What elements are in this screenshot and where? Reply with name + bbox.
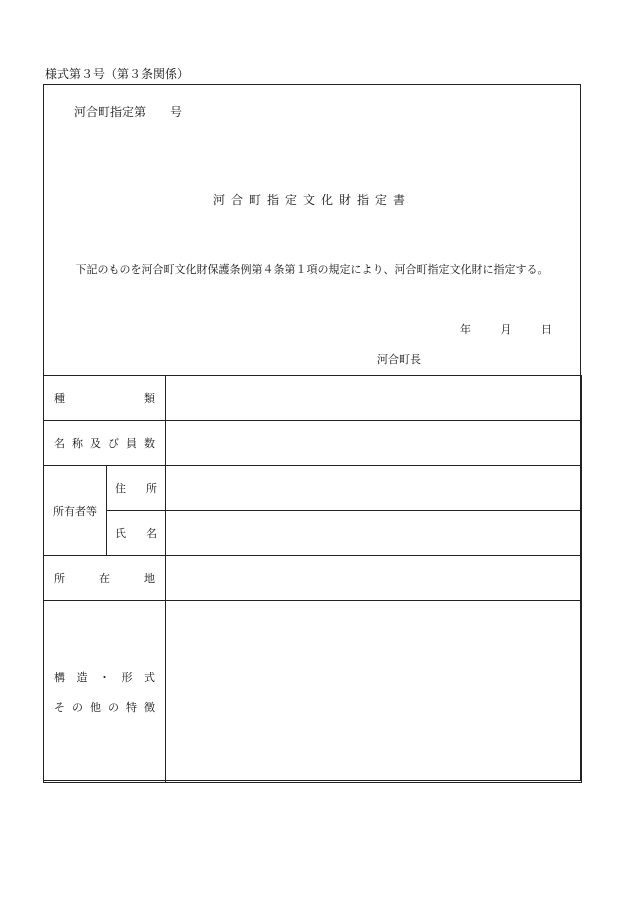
table-row-location	[44, 556, 582, 601]
person-name-label: 氏 名	[115, 527, 157, 540]
structure-label-cell	[44, 601, 166, 783]
address-label: 住 所	[115, 482, 157, 495]
type-label: 種 類	[54, 392, 155, 405]
designation-details-table	[43, 375, 582, 783]
address-value-cell	[166, 466, 582, 511]
address-label-cell	[107, 466, 166, 511]
date-line: 年 月 日	[460, 323, 552, 336]
name-count-label-cell	[44, 421, 166, 466]
form-number: 様式第３号（第３条関係）	[45, 67, 190, 81]
type-label-cell	[44, 376, 166, 421]
location-label-cell	[44, 556, 166, 601]
table-row-structure	[44, 601, 582, 783]
location-value-cell	[166, 556, 582, 601]
certificate-number-label: 河合町指定第 号	[74, 105, 183, 119]
structure-label: 構 造 ・ 形 式	[54, 670, 155, 684]
certificate-sheet	[43, 84, 581, 781]
table-row-name-count	[44, 421, 582, 466]
table-row-owner-address	[44, 466, 582, 511]
person-name-label-cell	[107, 511, 166, 556]
owner-label: 所有者等	[44, 466, 107, 556]
location-label: 所 在 地	[54, 572, 155, 585]
issuer-label: 河合町長	[377, 353, 421, 366]
person-name-value-cell	[166, 511, 582, 556]
certificate-body-text: 下記のものを河合町文化財保護条例第４条第１項の規定により、河合町指定文化財に指定する。	[75, 263, 549, 276]
table-row-owner-name	[44, 511, 582, 556]
type-value-cell	[166, 376, 582, 421]
name-count-label: 名 称 及 び 員 数	[54, 437, 155, 450]
other-features-label: そ の 他 の 特 徴	[54, 700, 155, 714]
certificate-title: 河合町指定文化財指定書	[212, 193, 411, 207]
name-count-value-cell	[166, 421, 582, 466]
structure-value-cell	[166, 601, 582, 783]
table-row-type	[44, 376, 582, 421]
